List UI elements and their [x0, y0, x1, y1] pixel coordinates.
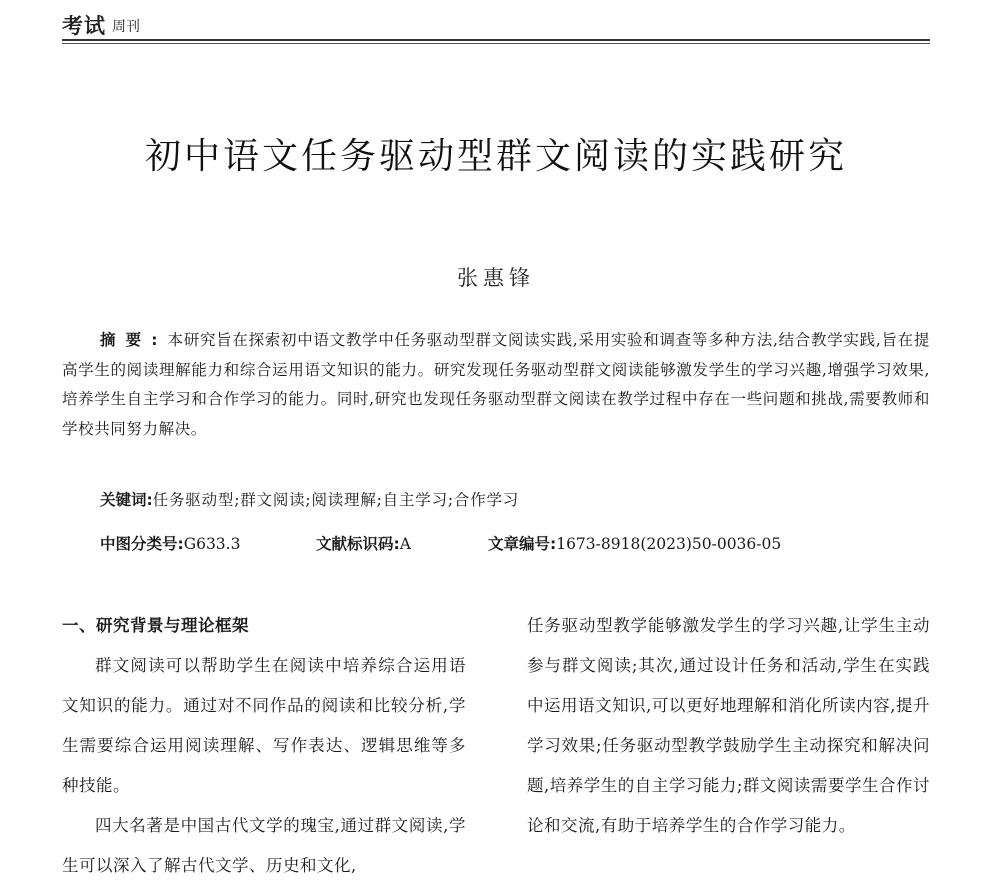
body-paragraph: 群文阅读可以帮助学生在阅读中培养综合运用语文知识的能力。通过对不同作品的阅读和比较分析,学生需要综合运用阅读理解、写作表达、逻辑思维等多种技能。	[62, 656, 466, 795]
section-heading: 一、研究背景与理论框架	[62, 616, 249, 635]
body-paragraph: 四大名著是中国古代文学的瑰宝,通过群文阅读,学生可以深入了解古代文学、历史和文化,	[62, 816, 466, 875]
body-paragraph: 任务驱动型教学能够激发学生的学习兴趣,让学生主动参与群文阅读;其次,通过设计任务和活动,学生在实践中运用语文知识,可以更好地理解和消化所读内容,提升学习效果;任务驱动型教学鼓励学生主动探究和解决问题,培养学生的自主学习能力;群文阅读需要学生合作讨论和交流,有助于培养学生的合作学习能力。	[527, 616, 930, 835]
keywords-label: 关键词:	[100, 491, 153, 509]
article-number-value: 1673-8918(2023)50-0036-05	[556, 535, 782, 553]
clc-number	[100, 532, 240, 554]
body-column-right	[527, 606, 930, 846]
clc-value: G633.3	[183, 535, 241, 553]
article-number	[488, 532, 781, 554]
doc-value: A	[399, 535, 411, 553]
clc-label: 中图分类号:	[100, 535, 184, 553]
keywords	[100, 488, 519, 510]
abstract-text: 本研究旨在探索初中语文教学中任务驱动型群文阅读实践,采用实验和调查等多种方法,结合教学实践,旨在提高学生的阅读理解能力和综合运用语文知识的能力。研究发现任务驱动型群文阅读能够激发学生的学习兴趣,增强学习效果,培养学生自主学习和合作学习的能力。同时,研究也发现任务驱动型群文阅读在教学过程中存在一些问题和挑战,需要教师和学校共同努力解决。	[62, 331, 930, 438]
header-rule-thick	[62, 39, 930, 41]
header-rule-thin	[62, 43, 930, 44]
journal-name: 考试	[62, 14, 106, 38]
article-number-label: 文章编号:	[488, 535, 557, 553]
document-code	[316, 532, 411, 554]
article-title: 初中语文任务驱动型群文阅读的实践研究	[144, 136, 847, 177]
journal-subtitle: 周刊	[112, 19, 140, 35]
abstract-label: 摘要:	[100, 331, 168, 349]
doc-label: 文献标识码:	[316, 535, 400, 553]
article-author: 张惠锋	[457, 266, 535, 290]
page-header	[62, 6, 930, 46]
abstract	[62, 326, 930, 444]
body-column-left	[62, 606, 466, 886]
keywords-text: 任务驱动型;群文阅读;阅读理解;自主学习;合作学习	[152, 491, 520, 509]
